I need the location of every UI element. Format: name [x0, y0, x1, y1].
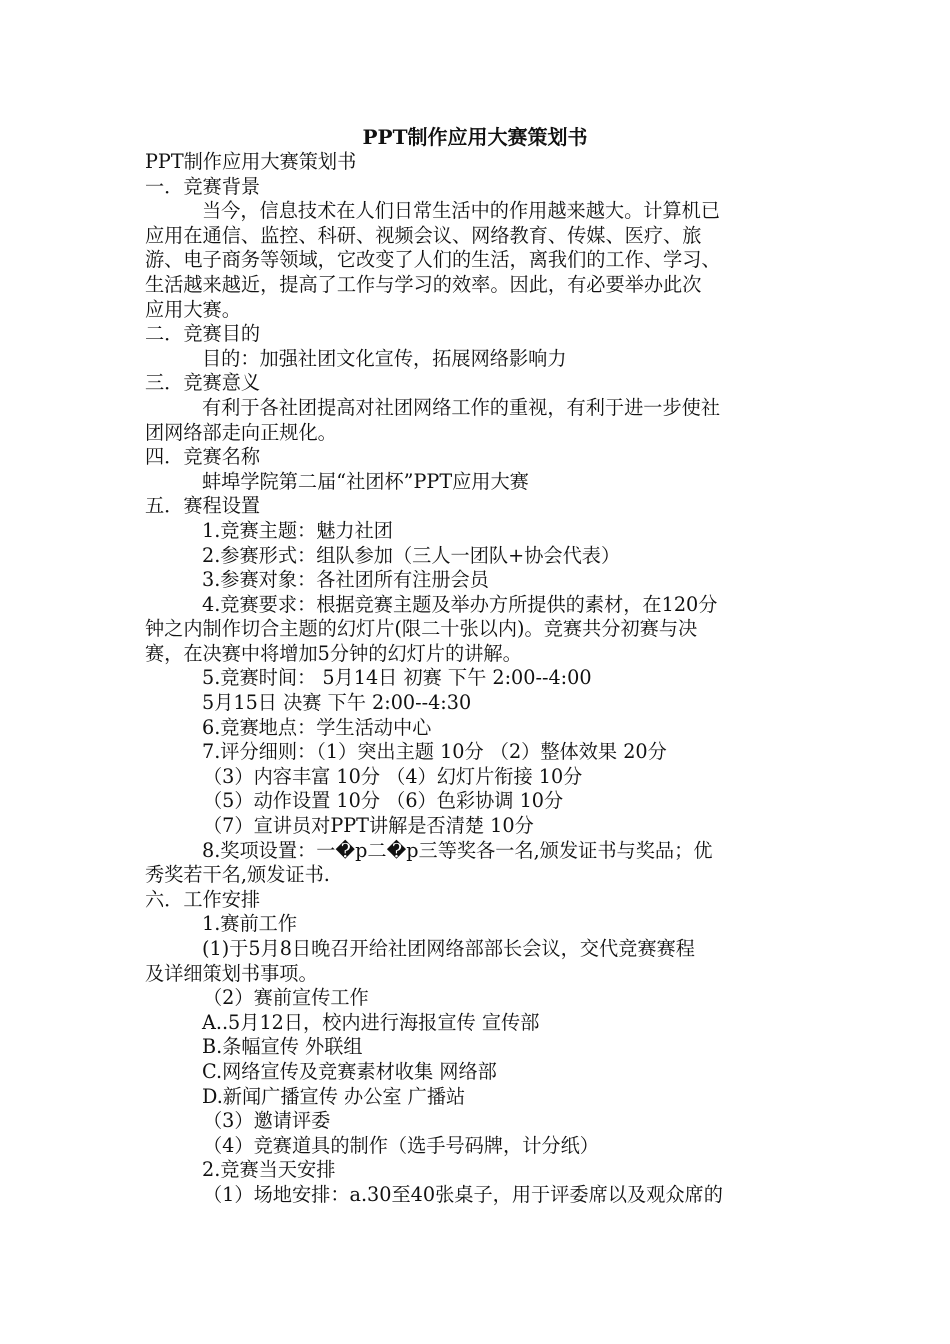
text-line: 6.竞赛地点：学生活动中心 — [202, 715, 432, 739]
text-line: PPT制作应用大赛策划书 — [145, 150, 357, 173]
text-line: C.网络宣传及竞赛素材收集 网络部 — [202, 1059, 497, 1083]
text-line: 2.参赛形式：组队参加（三人一团队+协会代表） — [202, 543, 621, 567]
text-line: 六．工作安排 — [145, 887, 261, 911]
text-line: （7）宣讲员对PPT讲解是否清楚 10分 — [203, 814, 534, 838]
text-line: 当今，信息技术在人们日常生活中的作用越来越大。计算机已 — [202, 199, 721, 223]
text-line: 钟之内制作切合主题的幻灯片(限二十张以内)。竞赛共分初赛与决 — [145, 617, 698, 641]
text-line: 应用大赛。 — [145, 297, 241, 321]
text-line: A..5月12日，校内进行海报宣传 宣传部 — [202, 1010, 540, 1034]
text-line: （3）内容丰富 10分 （4）幻灯片衔接 10分 — [203, 764, 583, 788]
document-body — [145, 150, 815, 1208]
text-line: (1)于5月8日晚召开给社团网络部部长会议，交代竞赛赛程 — [202, 937, 695, 960]
text-line: 7.评分细则：（1）突出主题 10分 （2）整体效果 20分 — [202, 740, 667, 764]
text-line: 8.奖项设置：一�p二�p三等奖各一名,颁发证书与奖品；优 — [202, 838, 713, 862]
text-line: 蚌埠学院第二届“社团杯”PPT应用大赛 — [202, 469, 529, 493]
text-line: （5）动作设置 10分 （6）色彩协调 10分 — [203, 789, 564, 813]
text-line: 三．竞赛意义 — [145, 371, 261, 395]
text-line: 2.竞赛当天安排 — [202, 1158, 336, 1182]
text-line: 应用在通信、监控、科研、视频会议、网络教育、传媒、医疗、旅 — [145, 223, 702, 247]
text-line: 有利于各社团提高对社团网络工作的重视，有利于进一步使社 — [202, 395, 721, 419]
text-line: （2）赛前宣传工作 — [203, 986, 369, 1010]
text-line: 四．竞赛名称 — [145, 445, 261, 469]
text-line: 团网络部走向正规化。 — [145, 420, 337, 444]
text-line: 1.赛前工作 — [202, 912, 298, 936]
document-title: PPT制作应用大赛策划书 — [362, 125, 588, 149]
text-line: 1.竞赛主题：魅力社团 — [202, 518, 393, 542]
text-line: 秀奖若干名,颁发证书. — [145, 863, 330, 887]
text-line: 5.竞赛时间： 5月14日 初赛 下午 2:00--4:00 — [202, 666, 592, 690]
text-line: 二．竞赛目的 — [145, 322, 261, 346]
text-line: 五．赛程设置 — [145, 494, 261, 518]
text-line: B.条幅宣传 外联组 — [202, 1035, 363, 1059]
text-line: （3）邀请评委 — [203, 1109, 331, 1133]
text-line: 赛，在决赛中将增加5分钟的幻灯片的讲解。 — [145, 641, 522, 665]
text-line: （1）场地安排：a.30至40张桌子，用于评委席以及观众席的 — [203, 1182, 723, 1206]
text-line: 4.竞赛要求：根据竞赛主题及举办方所提供的素材，在120分 — [202, 592, 718, 616]
text-line: （4）竞赛道具的制作（选手号码牌，计分纸） — [203, 1133, 599, 1157]
text-line: 及详细策划书事项。 — [145, 961, 318, 985]
text-line: 5月15日 决赛 下午 2:00--4:30 — [202, 691, 472, 715]
text-line: D.新闻广播宣传 办公室 广播站 — [202, 1084, 466, 1108]
text-line: 目的：加强社团文化宣传，拓展网络影响力 — [202, 346, 567, 370]
text-line: 一．竞赛背景 — [145, 174, 261, 198]
text-line: 游、电子商务等领域，它改变了人们的生活，离我们的工作、学习、 — [145, 248, 721, 272]
text-line: 3.参赛对象：各社团所有注册会员 — [202, 568, 489, 592]
text-line: 生活越来越近，提高了工作与学习的效率。因此，有必要举办此次 — [145, 272, 702, 296]
